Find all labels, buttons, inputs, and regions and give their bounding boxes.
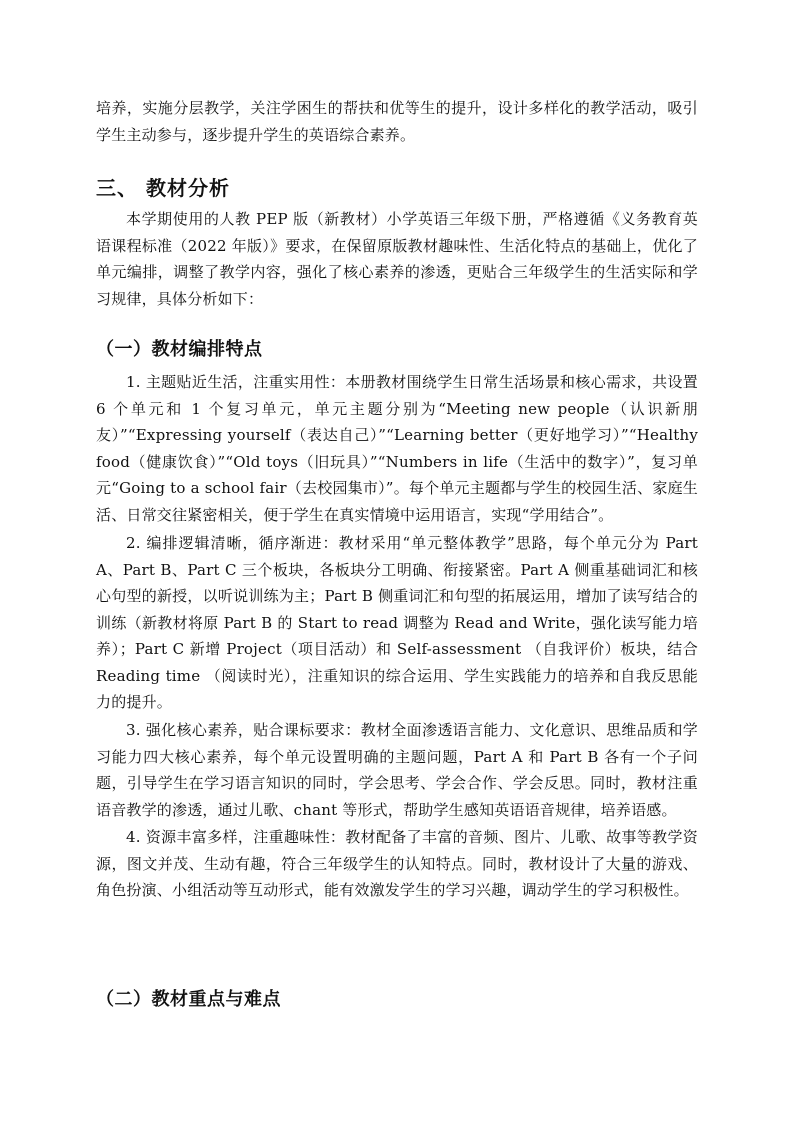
feature-paragraph-2: 2. 编排逻辑清晰，循序渐进：教材采用“单元整体教学”思路，每个单元分为 Part A、Part B、Part C 三个板块，各板块分工明确、衔接紧密。Part A 侧重基础词汇和核心句型的新授，以听说训练为主；Part B 侧重词汇和句型的拓展运用，增加了读写结合的训练（新教材将原 Part B 的 Start to read 调整为 Read and Write，强化读写能力培养）；Part C 新增 Project（项目活动）和 Self-assessment （自我评价）板块，结合 Reading time （阅读时光），注重知识的综合运用、学生实践能力的培养和自我反思能力的提升。 <box>96 534 698 711</box>
feature-paragraph-3: 3. 强化核心素养，贴合课标要求：教材全面渗透语言能力、文化意识、思维品质和学习能力四大核心素养，每个单元设置明确的主题问题，Part A 和 Part B 各有一个子问题，引导学生在学习语言知识的同时，学会思考、学会合作、学会反思。同时，教材注重语音教学的渗透，通过儿歌、chant 等形式，帮助学生感知英语语音规律，培养语感。 <box>96 721 698 819</box>
feature-paragraph-1: 1. 主题贴近生活，注重实用性：本册教材围绕学生日常生活场景和核心需求，共设置 6 个单元和 1 个复习单元，单元主题分别为“Meeting new people（认识新朋友）”“Expressing yourself（表达自己）”“Learning better（更好地学习）”“Healthy food（健康饮食）”“Old toys（旧玩具）”“Numbers in life（生活中的数字）”，复习单元“Going to a school fair（去校园集市）”。每个单元主题都与学生的校园生活、家庭生活、日常交往紧密相关，便于学生在真实情境中运用语言，实现“学用结合”。 <box>96 373 698 524</box>
section-heading-textbook-analysis: 三、 教材分析 <box>96 176 230 200</box>
textbook-analysis-intro-paragraph: 本学期使用的人教 PEP 版（新教材）小学英语三年级下册，严格遵循《义务教育英语课程标准（2022 年版）》要求，在保留原版教材趣味性、生活化特点的基础上，优化了单元编排，调整了教学内容，强化了核心素养的渗透，更贴合三年级学生的生活实际和学习规律，具体分析如下： <box>96 210 698 308</box>
subsection-heading-key-points-difficulties: （二）教材重点与难点 <box>96 989 281 1010</box>
subsection-heading-layout-features: （一）教材编排特点 <box>96 339 263 360</box>
intro-continuation-paragraph: 培养，实施分层教学，关注学困生的帮扶和优等生的提升，设计多样化的教学活动，吸引学生主动参与，逐步提升学生的英语综合素养。 <box>96 99 698 144</box>
feature-paragraph-4: 4. 资源丰富多样，注重趣味性：教材配备了丰富的音频、图片、儿歌、故事等教学资源，图文并茂、生动有趣，符合三年级学生的认知特点。同时，教材设计了大量的游戏、角色扮演、小组活动等互动形式，能有效激发学生的学习兴趣，调动学生的学习积极性。 <box>96 828 698 899</box>
